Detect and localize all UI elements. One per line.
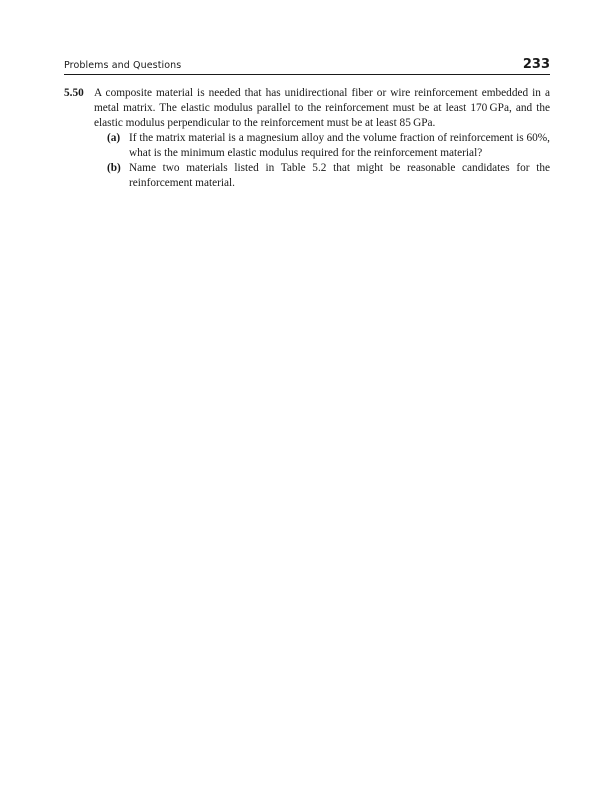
problem-part-b xyxy=(107,161,550,191)
part-text: If the matrix material is a magnesium alloy and the volume fraction of reinforcement is 60%, what is the minimum elastic modulus required for the reinforcement material? xyxy=(129,132,550,159)
header-rule xyxy=(64,74,550,75)
page-number: 233 xyxy=(522,57,550,72)
section-title: Problems and Questions xyxy=(64,60,182,71)
problem-parts xyxy=(107,131,550,191)
part-label: (b) xyxy=(107,162,121,174)
problem-number: 5.50 xyxy=(64,87,84,99)
part-text: Name two materials listed in Table 5.2 that might be reasonable candidates for the reinforcement material. xyxy=(129,162,550,189)
problem-5-50 xyxy=(64,86,550,191)
part-label: (a) xyxy=(107,132,121,144)
problem-statement: A composite material is needed that has unidirectional fiber or wire reinforcement embedded in a metal matrix. The elastic modulus parallel to the reinforcement must be at least 170 GPa, and the elastic modulus perpendicular to the reinforcement must be at least 85 GPa. xyxy=(94,87,550,129)
problem-part-a xyxy=(107,131,550,161)
